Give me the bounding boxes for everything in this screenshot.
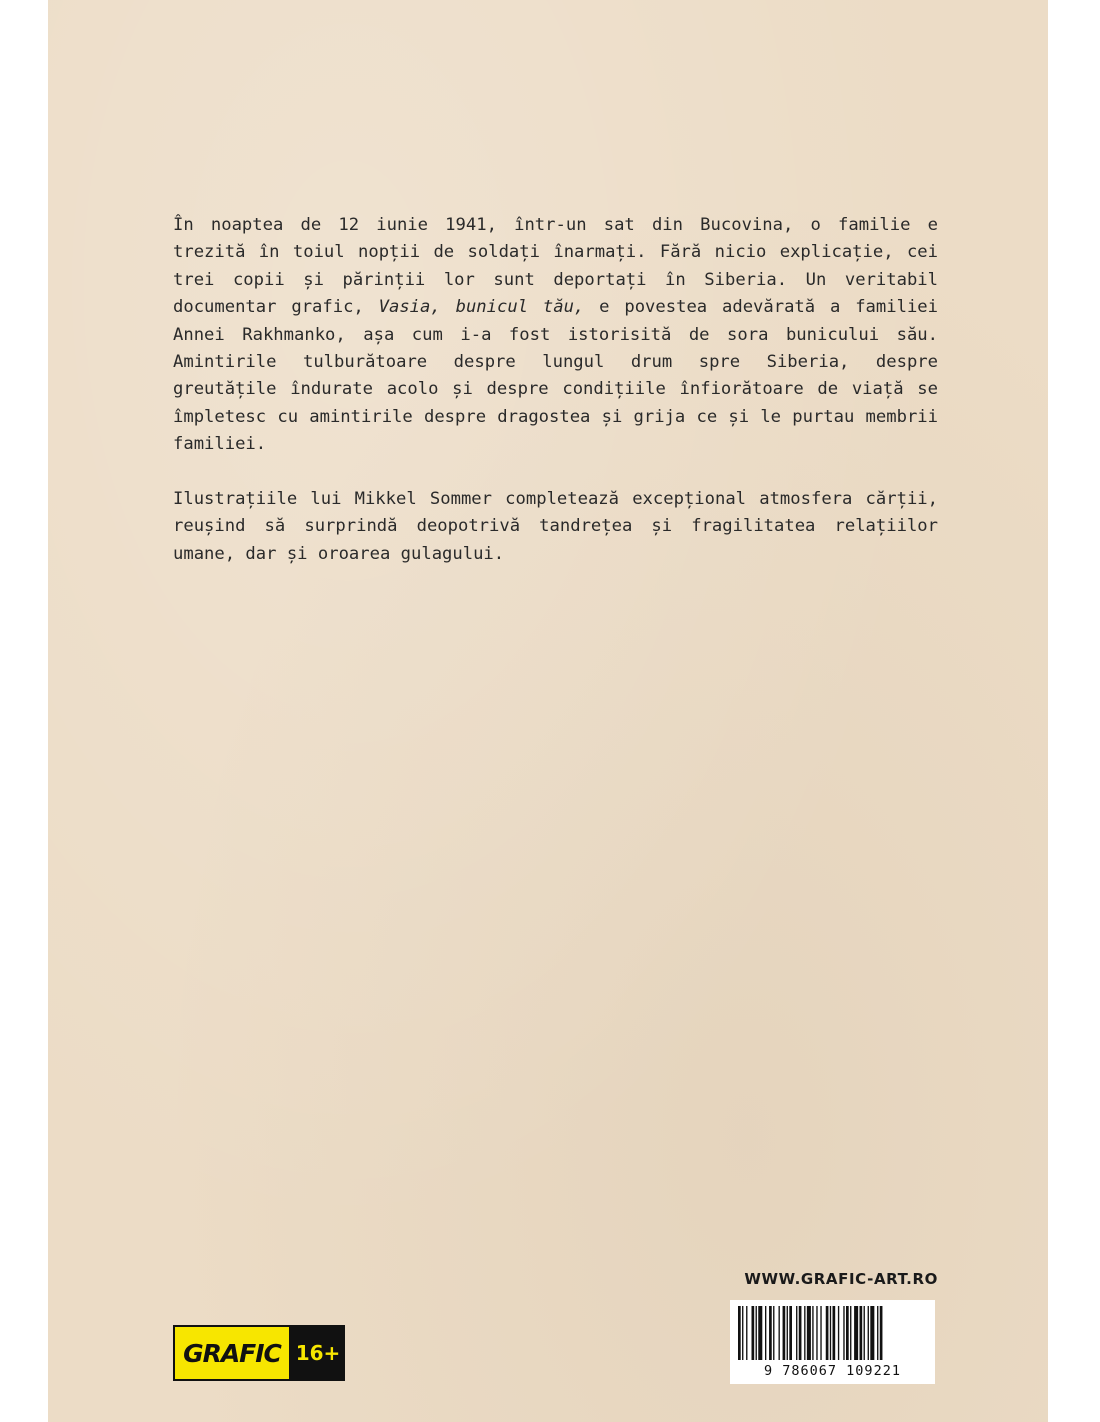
isbn-number: 9 786067 109221 <box>764 1363 901 1379</box>
grafic-logo-word: GRAFIC <box>173 1325 291 1381</box>
barcode-bar <box>843 1306 844 1360</box>
barcode-bar <box>854 1306 858 1360</box>
barcode-bar <box>783 1306 786 1360</box>
barcode-bar <box>738 1306 741 1360</box>
barcode-bars-graphic <box>736 1306 929 1360</box>
blurb-paragraph-2: Ilustrațiile lui Mikkel Sommer completează excepțional atmosfera cărții, reușind să surprindă deopotrivă tandrețea și fragilitatea relațiilor umane, dar și oroarea gulagului. <box>173 489 938 564</box>
barcode-bar <box>742 1306 743 1360</box>
barcode <box>730 1300 935 1384</box>
barcode-bar <box>833 1306 836 1360</box>
barcode-bar <box>773 1306 774 1360</box>
barcode-bar <box>756 1306 757 1360</box>
age-rating-badge: 16+ <box>291 1325 345 1381</box>
barcode-bar <box>812 1306 813 1360</box>
barcode-bar <box>765 1306 766 1360</box>
barcode-bar <box>830 1306 831 1360</box>
barcode-bar <box>864 1306 865 1360</box>
barcode-bar <box>746 1306 747 1360</box>
blurb-p1-text-end: e povestea adevărată a familiei Annei Rakhmanko, așa cum i-a fost istorisită de sora bunicului său. Amintirile tulburătoare despre lungul drum spre Siberia, despre greutățile îndurate acolo și despre condițiile înfiorătoare de viață se împletesc cu amintirile despre dragostea și grija ce și le purtau membrii familiei. <box>173 297 938 455</box>
barcode-bar <box>796 1306 797 1360</box>
barcode-bar <box>850 1306 851 1360</box>
barcode-bar <box>799 1306 802 1360</box>
publisher-url: WWW.GRAFIC-ART.RO <box>744 1270 938 1288</box>
barcode-bar <box>804 1306 805 1360</box>
barcode-bar <box>860 1306 863 1360</box>
book-title-italic: Vasia, bunicul tău, <box>378 297 585 318</box>
publisher-logo <box>173 1325 345 1381</box>
blurb-p1-text-start: În noaptea de 12 iunie 1941, într-un sat din Bucovina, o familie e trezită în toiul nopții de soldați înarmați. Fără nicio explicație, cei trei copii și părinții lor sunt deportați în Siberia. Un veritabil documentar grafic, <box>173 215 938 318</box>
barcode-bar <box>752 1306 755 1360</box>
barcode-bar <box>816 1306 817 1360</box>
barcode-bar <box>769 1306 772 1360</box>
barcode-bar <box>807 1306 811 1360</box>
barcode-bar <box>880 1306 883 1360</box>
barcode-bar <box>826 1306 829 1360</box>
barcode-bar <box>877 1306 878 1360</box>
barcode-bar <box>870 1306 874 1360</box>
barcode-bar <box>868 1306 869 1360</box>
barcode-bar <box>758 1306 762 1360</box>
barcode-bar <box>779 1306 780 1360</box>
barcode-bar <box>838 1306 839 1360</box>
barcode-bar <box>820 1306 821 1360</box>
blurb-paragraph-1 <box>173 212 938 459</box>
barcode-bar <box>787 1306 788 1360</box>
barcode-bar <box>846 1306 849 1360</box>
blurb <box>173 212 938 568</box>
barcode-bar <box>789 1306 792 1360</box>
